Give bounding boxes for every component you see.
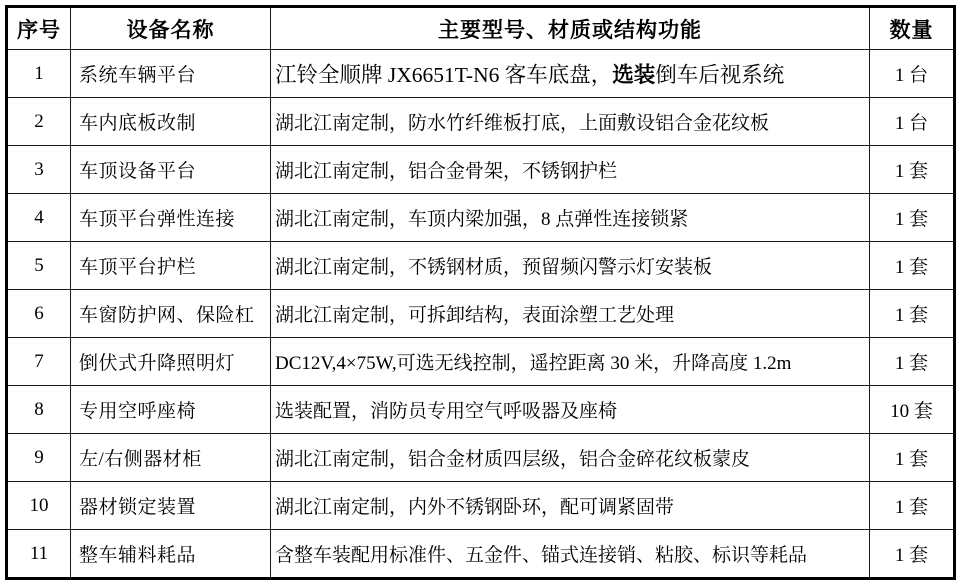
row-number-cell: 2	[7, 98, 71, 146]
description-cell	[271, 242, 870, 290]
description-segment: 湖北江南定制，铝合金骨架，不锈钢护栏	[275, 161, 618, 182]
quantity-cell: 1 台	[870, 50, 955, 98]
quantity-cell: 10 套	[870, 386, 955, 434]
description-cell	[271, 194, 870, 242]
header-row	[7, 7, 955, 50]
description-segment: 湖北江南定制，车顶内梁加强，8 点弹性连接锁紧	[275, 209, 689, 230]
equipment-name-cell: 整车辅料耗品	[71, 530, 271, 579]
table-body	[7, 50, 955, 579]
description-segment: 湖北江南定制，铝合金材质四层级，铝合金碎花纹板蒙皮	[275, 449, 751, 470]
row-number-cell: 4	[7, 194, 71, 242]
quantity-cell: 1 台	[870, 98, 955, 146]
table-row	[7, 530, 955, 579]
equipment-name-cell: 专用空呼座椅	[71, 386, 271, 434]
equipment-name-cell: 器材锁定装置	[71, 482, 271, 530]
equipment-name-cell: 车顶平台弹性连接	[71, 194, 271, 242]
table-row	[7, 338, 955, 386]
table-row	[7, 146, 955, 194]
description-cell	[271, 50, 870, 98]
description-cell	[271, 386, 870, 434]
description-segment: 倒车后视系统	[655, 63, 785, 87]
equipment-name-cell: 车窗防护网、保险杠	[71, 290, 271, 338]
equipment-name-cell: 车内底板改制	[71, 98, 271, 146]
description-cell	[271, 338, 870, 386]
table-row	[7, 434, 955, 482]
description-segment: 湖北江南定制，内外不锈钢卧环，配可调紧固带	[275, 497, 675, 518]
header-quantity: 数量	[870, 7, 955, 50]
equipment-name-cell: 车顶平台护栏	[71, 242, 271, 290]
equipment-name-cell: 系统车辆平台	[71, 50, 271, 98]
row-number-cell: 11	[7, 530, 71, 579]
quantity-cell: 1 套	[870, 530, 955, 579]
table-row	[7, 98, 955, 146]
table-row	[7, 386, 955, 434]
table-row	[7, 194, 955, 242]
table-header	[7, 7, 955, 50]
description-cell	[271, 530, 870, 579]
table-row	[7, 242, 955, 290]
quantity-cell: 1 套	[870, 194, 955, 242]
description-cell	[271, 290, 870, 338]
header-serial-number: 序号	[7, 7, 71, 50]
equipment-table	[5, 5, 956, 580]
table-row	[7, 50, 955, 98]
description-segment: 湖北江南定制，防水竹纤维板打底，上面敷设铝合金花纹板	[275, 113, 770, 134]
description-segment: DC12V,4×75W,可选无线控制，遥控距离 30 米，升降高度 1.2m	[275, 353, 792, 374]
row-number-cell: 3	[7, 146, 71, 194]
quantity-cell: 1 套	[870, 482, 955, 530]
row-number-cell: 6	[7, 290, 71, 338]
table-row	[7, 290, 955, 338]
description-cell	[271, 146, 870, 194]
equipment-name-cell: 车顶设备平台	[71, 146, 271, 194]
quantity-cell: 1 套	[870, 434, 955, 482]
row-number-cell: 8	[7, 386, 71, 434]
equipment-name-cell: 左/右侧器材柜	[71, 434, 271, 482]
row-number-cell: 10	[7, 482, 71, 530]
row-number-cell: 9	[7, 434, 71, 482]
description-cell	[271, 482, 870, 530]
row-number-cell: 5	[7, 242, 71, 290]
description-cell	[271, 434, 870, 482]
description-segment: 选装配置，消防员专用空气呼吸器及座椅	[275, 401, 618, 422]
row-number-cell: 1	[7, 50, 71, 98]
table-row	[7, 482, 955, 530]
description-bold-segment: 选装	[612, 63, 656, 87]
description-segment: 湖北江南定制，不锈钢材质，预留频闪警示灯安装板	[275, 257, 713, 278]
description-segment: 含整车装配用标准件、五金件、锚式连接销、粘胶、标识等耗品	[275, 545, 808, 566]
quantity-cell: 1 套	[870, 290, 955, 338]
header-model-material-function: 主要型号、材质或结构功能	[271, 7, 870, 50]
description-cell	[271, 98, 870, 146]
row-number-cell: 7	[7, 338, 71, 386]
description-segment: 江铃全顺牌 JX6651T-N6 客车底盘，	[275, 63, 613, 87]
quantity-cell: 1 套	[870, 338, 955, 386]
equipment-name-cell: 倒伏式升降照明灯	[71, 338, 271, 386]
header-equipment-name: 设备名称	[71, 7, 271, 50]
quantity-cell: 1 套	[870, 242, 955, 290]
quantity-cell: 1 套	[870, 146, 955, 194]
description-segment: 湖北江南定制，可拆卸结构，表面涂塑工艺处理	[275, 305, 675, 326]
